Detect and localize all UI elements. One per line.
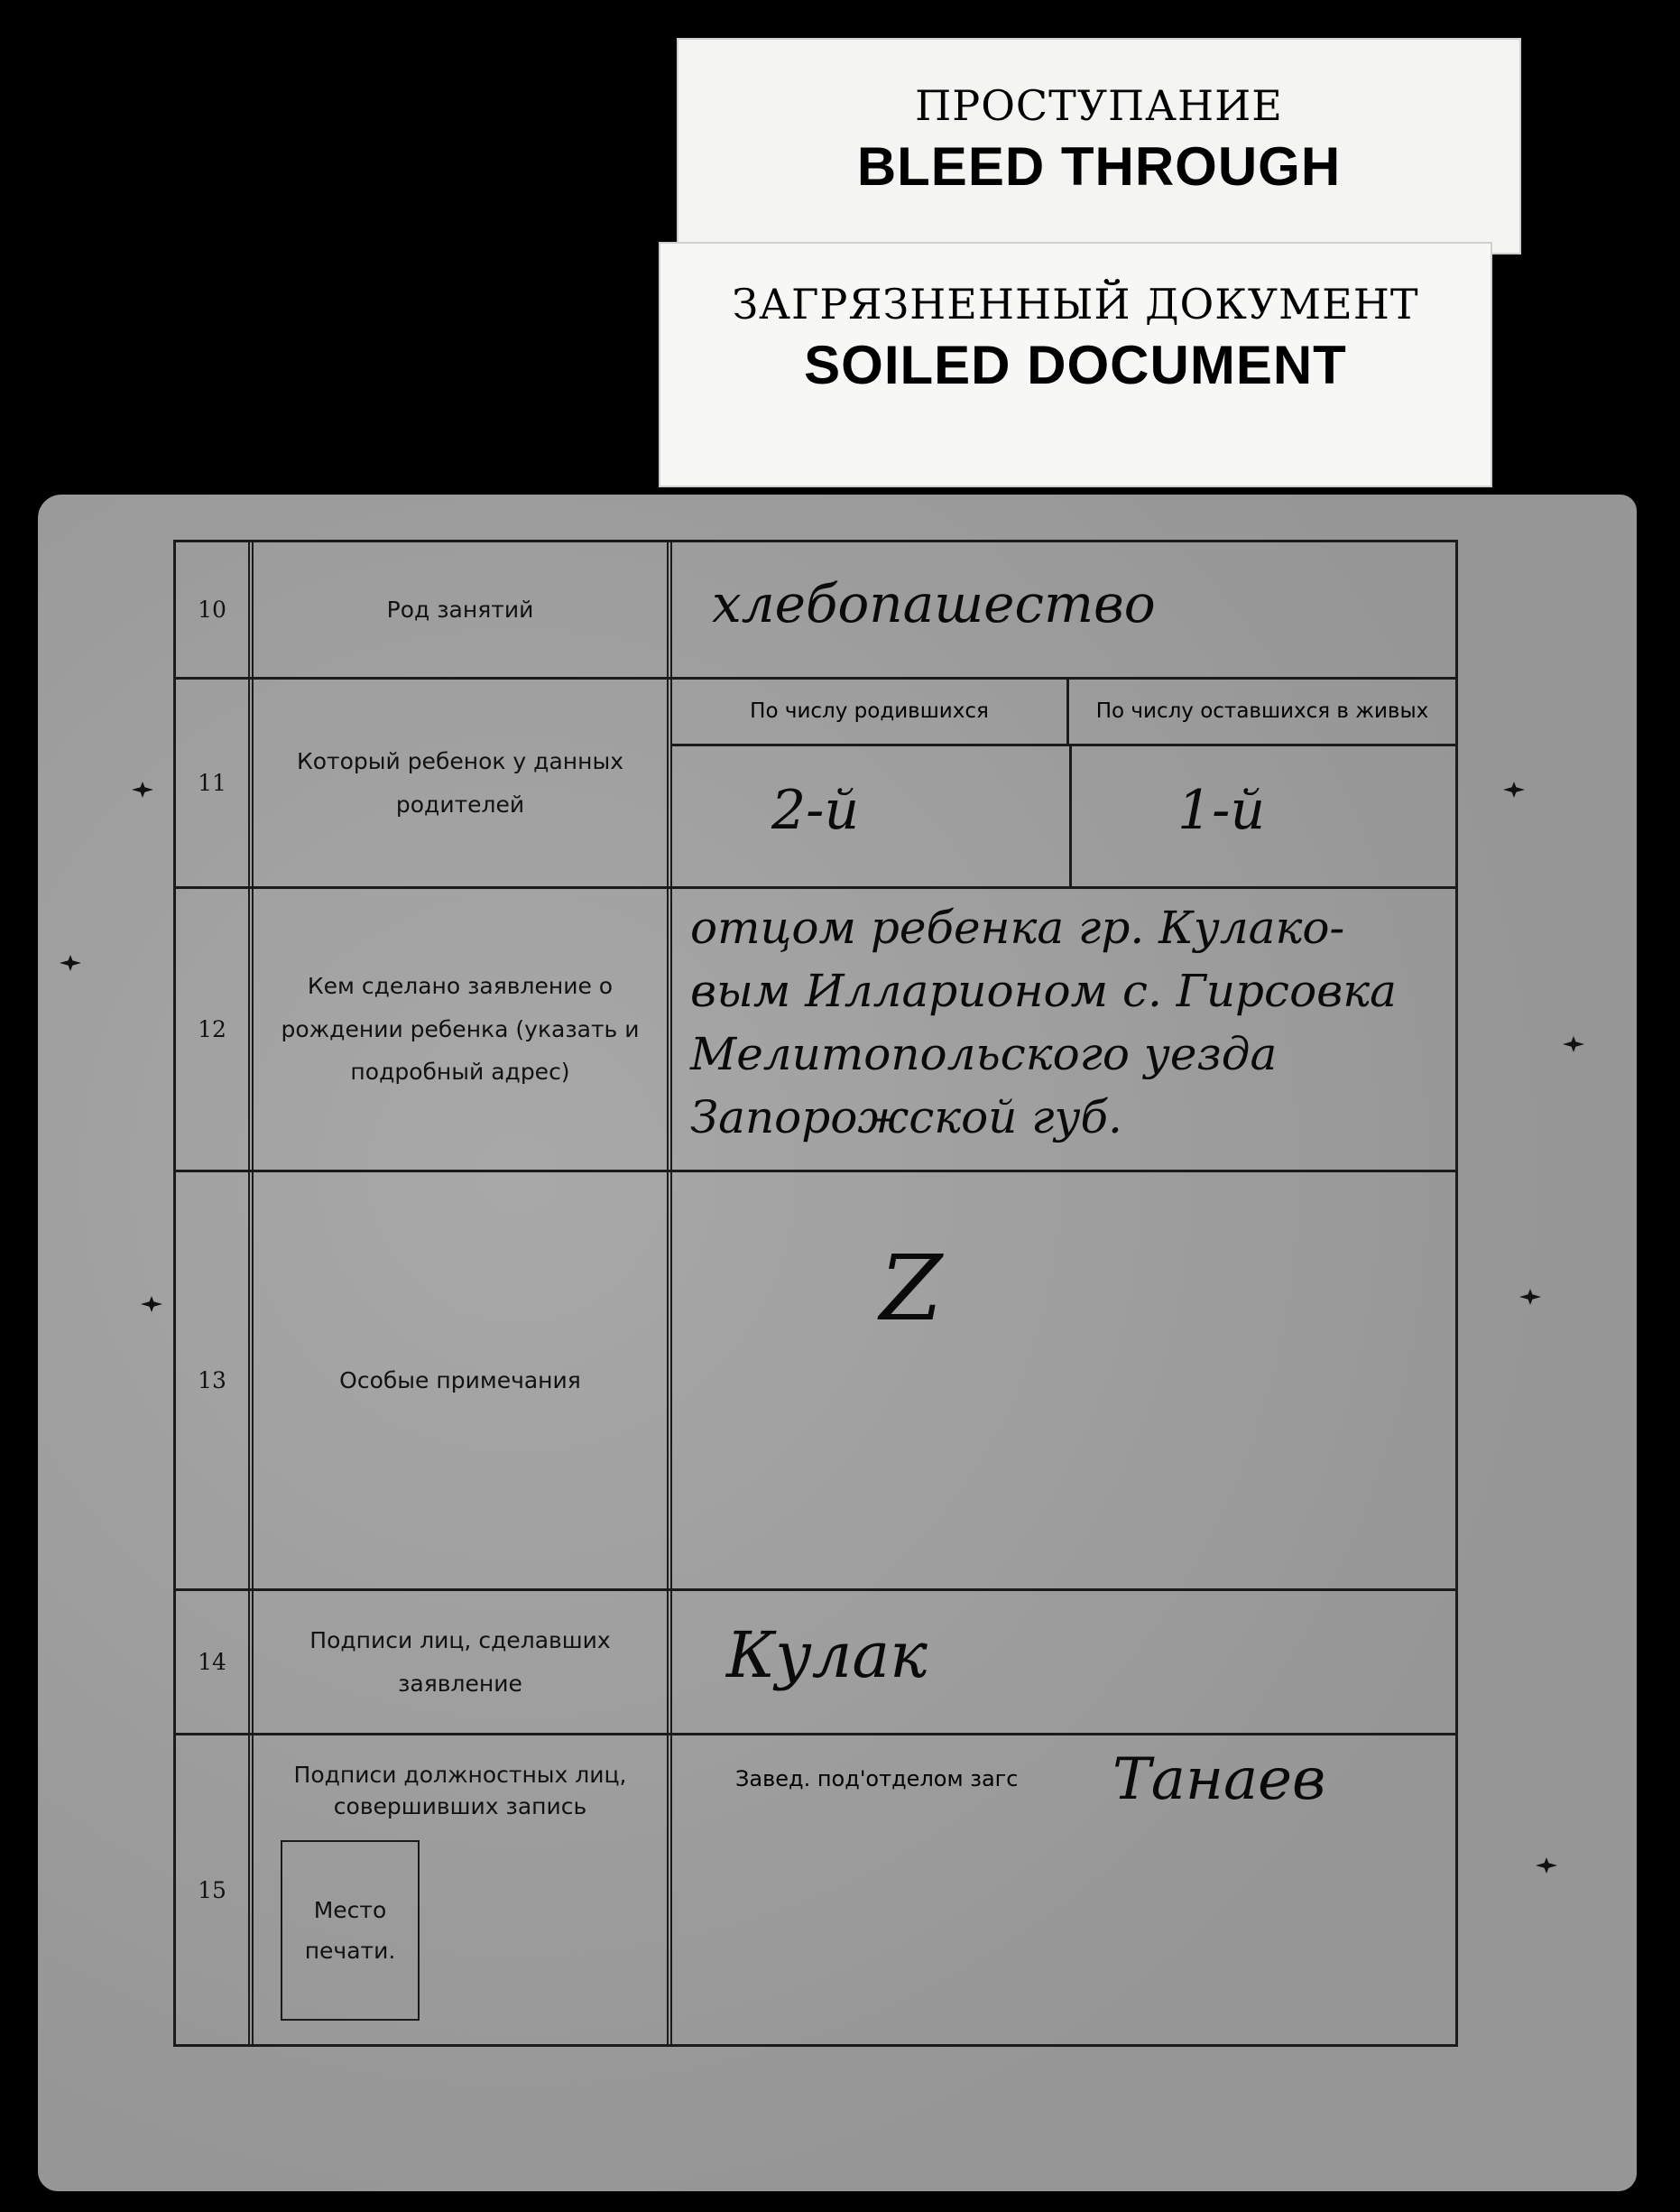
born-count-handwriting: 2-й (771, 779, 860, 842)
official-title-label: Завед. под'отделом загс (735, 1766, 1019, 1791)
field-value-occupation (672, 542, 1455, 677)
row-15 (176, 1735, 1455, 2044)
official-signatures-label: Подписи должностных лиц, совершивших запись (293, 1762, 627, 1819)
official-signature: Танаев (1112, 1746, 1326, 1813)
row-number: 13 (176, 1172, 254, 1588)
field-label-notes: Особые примечания (254, 1172, 672, 1588)
stamp-place-box (281, 1840, 420, 2021)
field-label-declarant-signatures: Подписи лиц, сделавших заявление (254, 1591, 672, 1733)
row-12 (176, 889, 1455, 1172)
field-value-declarant (672, 889, 1455, 1170)
row-number: 12 (176, 889, 254, 1170)
row-14 (176, 1591, 1455, 1735)
field-label-occupation: Род занятий (254, 542, 672, 677)
subhead-alive: По числу оставшихся в живых (1069, 680, 1455, 746)
punch-hole-icon (132, 782, 153, 798)
declarant-line: отцом ребенка гр. Кулако- (690, 902, 1345, 954)
field-value-child-order (672, 680, 1455, 886)
field-value-notes (672, 1172, 1455, 1588)
field-value-official-signatures (672, 1735, 1455, 2044)
form-table (173, 540, 1458, 2047)
punch-hole-icon (1519, 1289, 1541, 1305)
bleed-through-en: BLEED THROUGH (856, 136, 1342, 197)
field-value-declarant-signatures (672, 1591, 1455, 1733)
bleed-through-card (677, 38, 1521, 255)
stamp-place-label: Место печати. (304, 1897, 396, 1964)
row-number: 15 (176, 1735, 254, 2044)
row-number: 10 (176, 542, 254, 677)
soiled-document-card (659, 242, 1492, 487)
declarant-signature: Кулак (726, 1618, 928, 1692)
punch-hole-icon (60, 955, 81, 971)
soiled-document-en: SOILED DOCUMENT (804, 335, 1347, 395)
soiled-document-ru: ЗАГРЯЗНЕННЫЙ ДОКУМЕНТ (732, 280, 1419, 329)
punch-hole-icon (1563, 1036, 1584, 1052)
field-label-child-order: Который ребенок у данных родителей (254, 680, 672, 886)
punch-hole-icon (141, 1296, 162, 1312)
declarant-line: Запорожской губ. (690, 1091, 1122, 1143)
punch-hole-icon (1536, 1857, 1557, 1874)
row-number: 14 (176, 1591, 254, 1733)
declarant-line: вым Илларионом с. Гирсовка (690, 965, 1397, 1017)
bleed-through-ru: ПРОСТУПАНИЕ (915, 81, 1283, 130)
notes-mark: Z (880, 1236, 943, 1341)
row-number: 11 (176, 680, 254, 886)
field-label-declarant: Кем сделано заявление о рождении ребенка (указать и подробный адрес) (254, 889, 672, 1170)
row-13 (176, 1172, 1455, 1591)
occupation-handwriting: хлебопашество (712, 573, 1156, 634)
row-11 (176, 680, 1455, 889)
row-10 (176, 542, 1455, 680)
field-label-official-signatures (254, 1735, 672, 2044)
subhead-born: По числу родившихся (672, 680, 1069, 746)
declarant-line: Мелитопольского уезда (690, 1028, 1278, 1080)
alive-count-handwriting: 1-й (1177, 779, 1266, 842)
punch-hole-icon (1503, 782, 1525, 798)
